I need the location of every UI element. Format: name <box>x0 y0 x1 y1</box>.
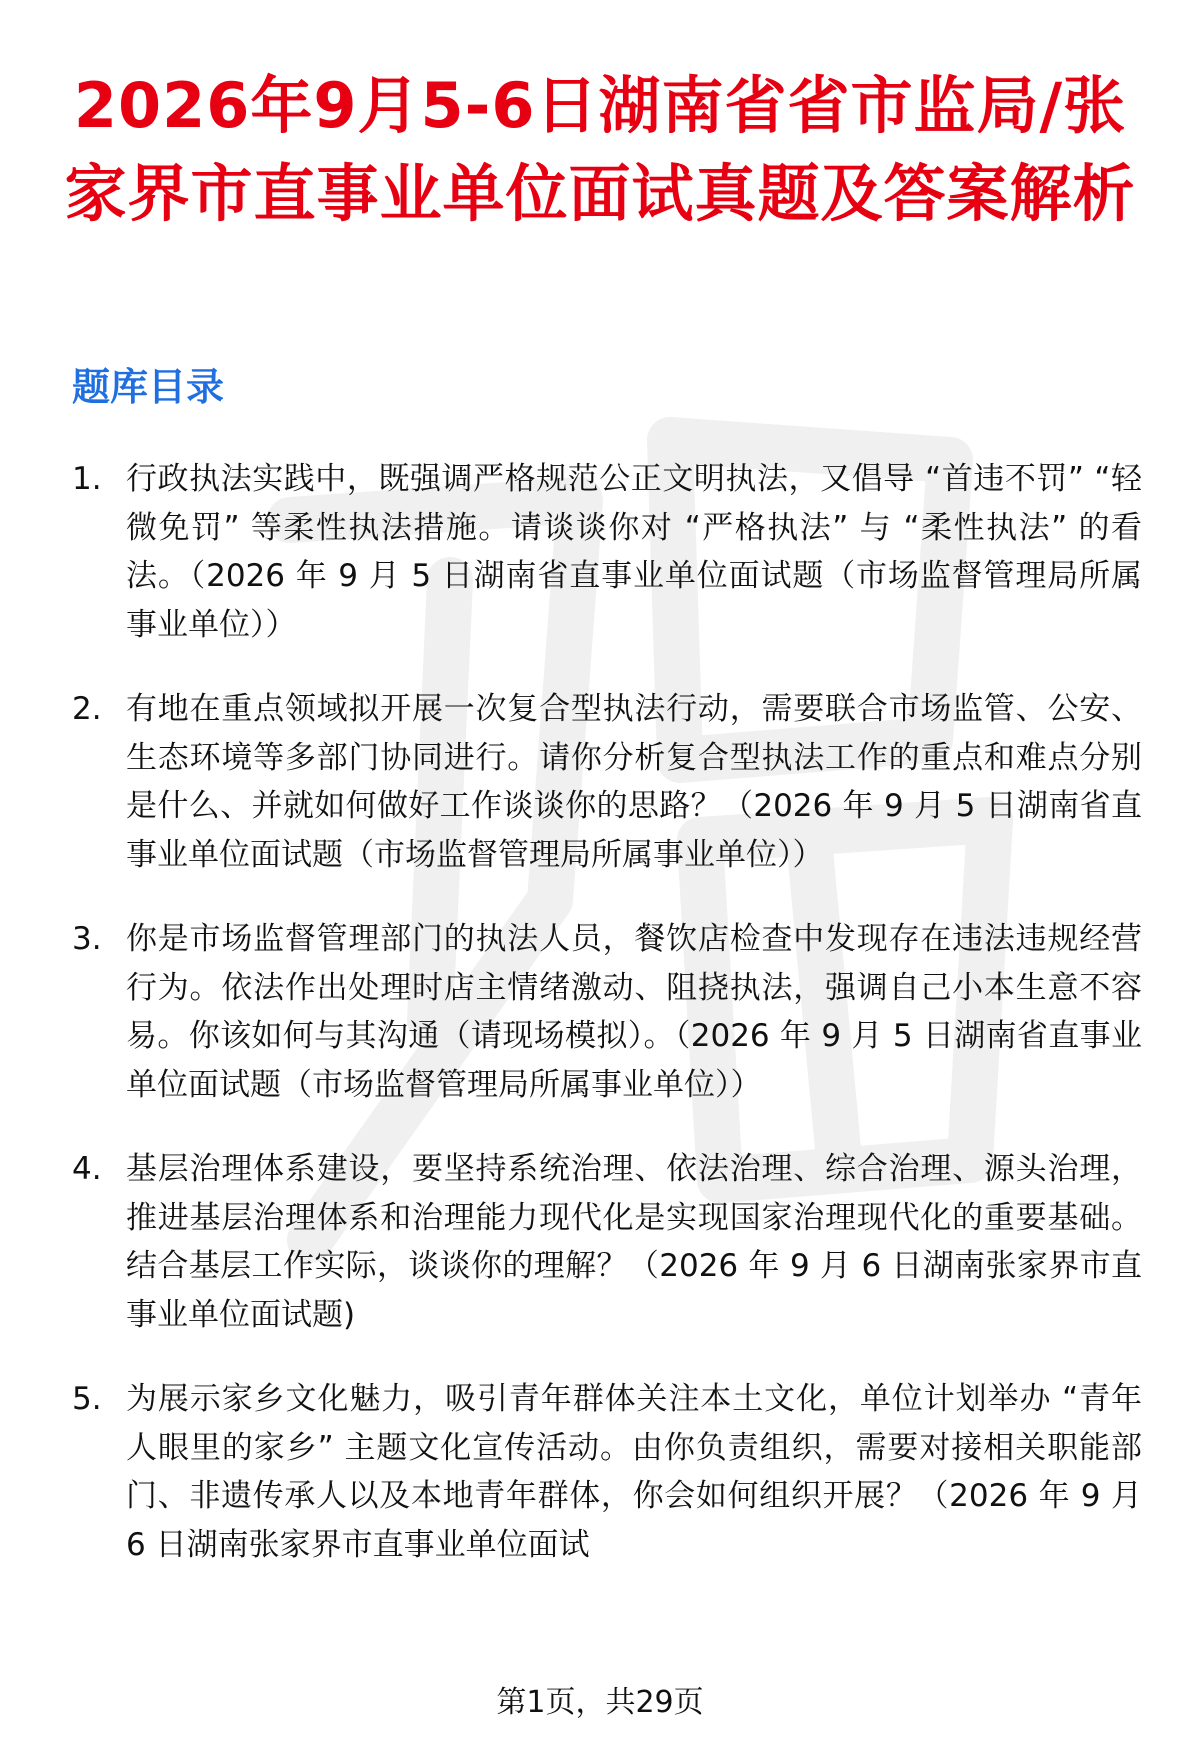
question-text: 行政执法实践中，既强调严格规范公正文明执法，又倡导 “首违不罚” “轻微免罚” 等柔性执法措施。请谈谈你对 “严格执法” 与 “柔性执法” 的看法。（2026 年 9 月 5 日湖南省直事业单位面试题（市场监督管理局所属事业单位）） <box>126 461 1142 643</box>
question-list <box>72 455 1142 1605</box>
question-number: 3. <box>72 921 102 957</box>
document-title: 2026年9月5-6日湖南省省市监局/张家界市直事业单位面试真题及答案解析 <box>64 69 1136 230</box>
question-number: 4. <box>72 1151 102 1187</box>
question-item <box>72 1145 1142 1339</box>
question-number: 1. <box>72 461 102 497</box>
section-heading: 题库目录 <box>72 365 225 409</box>
page-footer: 第1页，共29页 <box>496 1685 704 1720</box>
question-number: 2. <box>72 691 102 727</box>
question-item <box>72 455 1142 649</box>
question-number: 5. <box>72 1381 102 1417</box>
question-text: 你是市场监督管理部门的执法人员，餐饮店检查中发现存在违法违规经营行为。依法作出处理时店主情绪激动、阻挠执法，强调自己小本生意不容易。你该如何与其沟通（请现场模拟）。（2026 年 9 月 5 日湖南省直事业单位面试题（市场监督管理局所属事业单位）） <box>126 921 1142 1103</box>
question-item <box>72 685 1142 879</box>
question-item <box>72 915 1142 1109</box>
question-text: 为展示家乡文化魅力，吸引青年群体关注本土文化，单位计划举办 “青年人眼里的家乡” 主题文化宣传活动。由你负责组织，需要对接相关职能部门、非遗传承人以及本地青年群体，你会如何组织开展？（2026 年 9 月 6 日湖南张家界市直事业单位面试 <box>126 1381 1142 1563</box>
question-text: 有地在重点领域拟开展一次复合型执法行动，需要联合市场监管、公安、生态环境等多部门协同进行。请你分析复合型执法工作的重点和难点分别是什么、并就如何做好工作谈谈你的思路？（2026 年 9 月 5 日湖南省直事业单位面试题（市场监督管理局所属事业单位）） <box>126 691 1142 873</box>
question-item <box>72 1375 1142 1569</box>
question-text: 基层治理体系建设，要坚持系统治理、依法治理、综合治理、源头治理，推进基层治理体系和治理能力现代化是实现国家治理现代化的重要基础。结合基层工作实际，谈谈你的理解？（2026 年 9 月 6 日湖南张家界市直事业单位面试题) <box>126 1151 1142 1333</box>
